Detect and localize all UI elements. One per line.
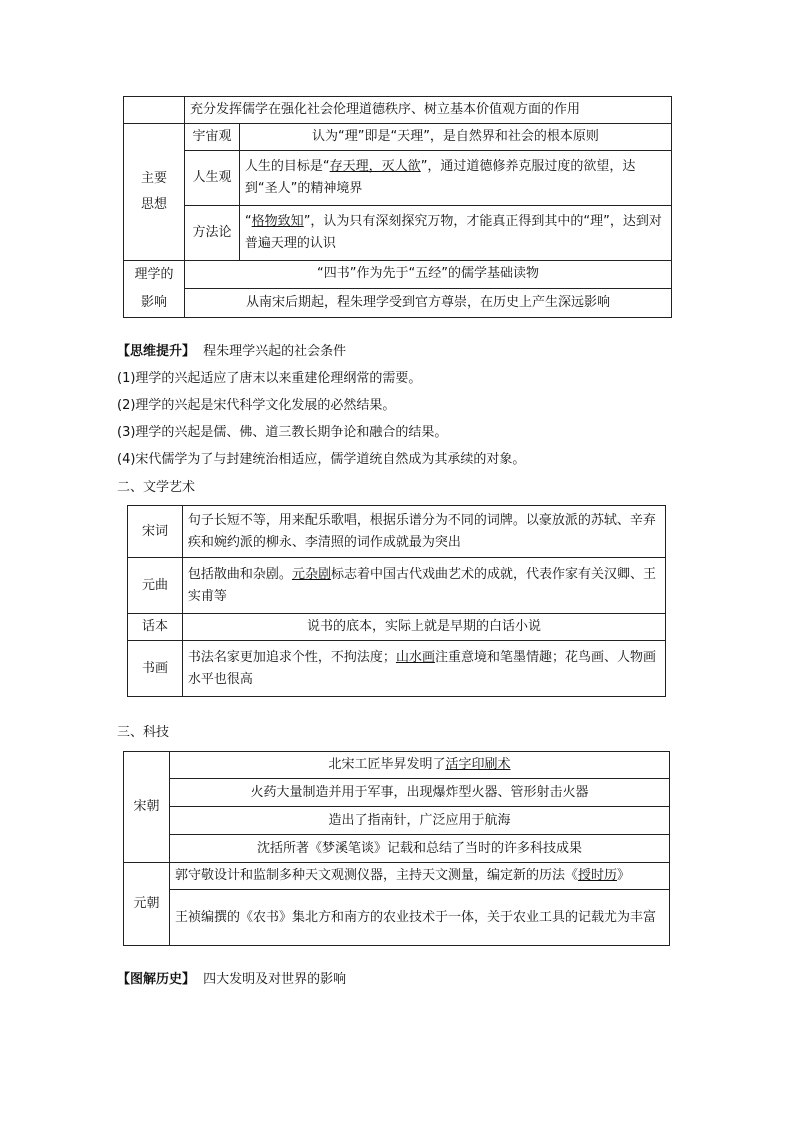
thinking-item: (2)理学的兴起是宋代科学文化发展的必然结果。 (117, 398, 396, 413)
diagram-heading (117, 971, 346, 989)
thinking-title: 程朱理学兴起的社会条件 (203, 344, 347, 359)
neo-confucianism-table (123, 96, 672, 318)
yuan-dynasty-label: 元朝 (124, 863, 170, 946)
thinking-item: (3)理学的兴起是儒、佛、道三教长期争论和融合的结果。 (117, 425, 448, 440)
row-text-huaben: 说书的底本，实际上就是早期的白话小说 (182, 614, 665, 641)
row-text-songci: 句子长短不等，用来配乐歌唱，根据乐谱分为不同的词牌。以豪放派的苏轼、辛弃疾和婉约派的柳永、李清照的词作成就最为突出 (182, 506, 665, 558)
yuan-tech-2: 王祯编撰的《农书》集北方和南方的农业技术于一体，关于农业工具的记载尤为丰富 (169, 890, 669, 946)
diagram-tag: 【图解历史】 (117, 972, 196, 987)
main-ideas-label: 主要思想 (124, 124, 185, 261)
row-label-songci: 宋词 (128, 506, 183, 558)
table-cell (124, 97, 185, 124)
yuan-tech-1: 郭守敬设计和监制多种天文观测仪器，主持天文测量，编定新的历法《授时历》 (169, 863, 669, 890)
row-label-shuhua: 书画 (128, 641, 183, 697)
table-cell: 充分发挥儒学在强化社会伦理道德秩序、树立基本价值观方面的作用 (185, 97, 672, 124)
song-tech-4: 沈括所著《梦溪笔谈》记载和总结了当时的许多科技成果 (169, 835, 669, 863)
thinking-heading (117, 343, 346, 361)
life-text: 人生的目标是“存天理，灭人欲”，通过道德修养克服过度的欲望，达到“圣人”的精神境界 (239, 151, 671, 206)
song-tech-1: 北宋工匠毕昇发明了活字印刷术 (169, 752, 669, 779)
song-tech-2: 火药大量制造并用于军事，出现爆炸型火器、管形射击火器 (169, 779, 669, 807)
thinking-item: (1)理学的兴起适应了唐末以来重建伦理纲常的需要。 (117, 371, 422, 386)
section3-title: 三、科技 (117, 725, 170, 740)
influence-1: “四书”作为先于“五经”的儒学基础读物 (185, 261, 672, 289)
cosmology-text: 认为“理”即是“天理”，是自然界和社会的根本原则 (239, 124, 671, 151)
song-dynasty-label: 宋朝 (124, 752, 170, 863)
thinking-tag: 【思维提升】 (117, 344, 196, 359)
influence-2: 从南宋后期起，程朱理学受到官方尊崇，在历史上产生深远影响 (185, 288, 672, 317)
thinking-item: (4)宋代儒学为了与封建统治相适应，儒学道统自然成为其承续的对象。 (117, 452, 526, 467)
technology-table (123, 751, 670, 946)
row-label-yuanqu: 元曲 (128, 558, 183, 614)
diagram-title: 四大发明及对世界的影响 (203, 972, 347, 987)
method-label: 方法论 (185, 206, 240, 261)
life-label: 人生观 (185, 151, 240, 206)
song-tech-3: 造出了指南针，广泛应用于航海 (169, 807, 669, 835)
row-label-huaben: 话本 (128, 614, 183, 641)
method-text: “格物致知”，认为只有深刻探究万物，才能真正得到其中的“理”，达到对普遍天理的认识 (239, 206, 671, 261)
influence-label: 理学的影响 (124, 261, 185, 318)
row-text-shuhua: 书法名家更加追求个性，不拘法度；山水画注重意境和笔墨情趣；花鸟画、人物画水平也很高 (182, 641, 665, 697)
row-text-yuanqu: 包括散曲和杂剧。元杂剧标志着中国古代戏曲艺术的成就，代表作家有关汉卿、王实甫等 (182, 558, 665, 614)
cosmology-label: 宇宙观 (185, 124, 240, 151)
section2-title: 二、文学艺术 (117, 480, 196, 495)
literature-art-table (127, 505, 666, 697)
